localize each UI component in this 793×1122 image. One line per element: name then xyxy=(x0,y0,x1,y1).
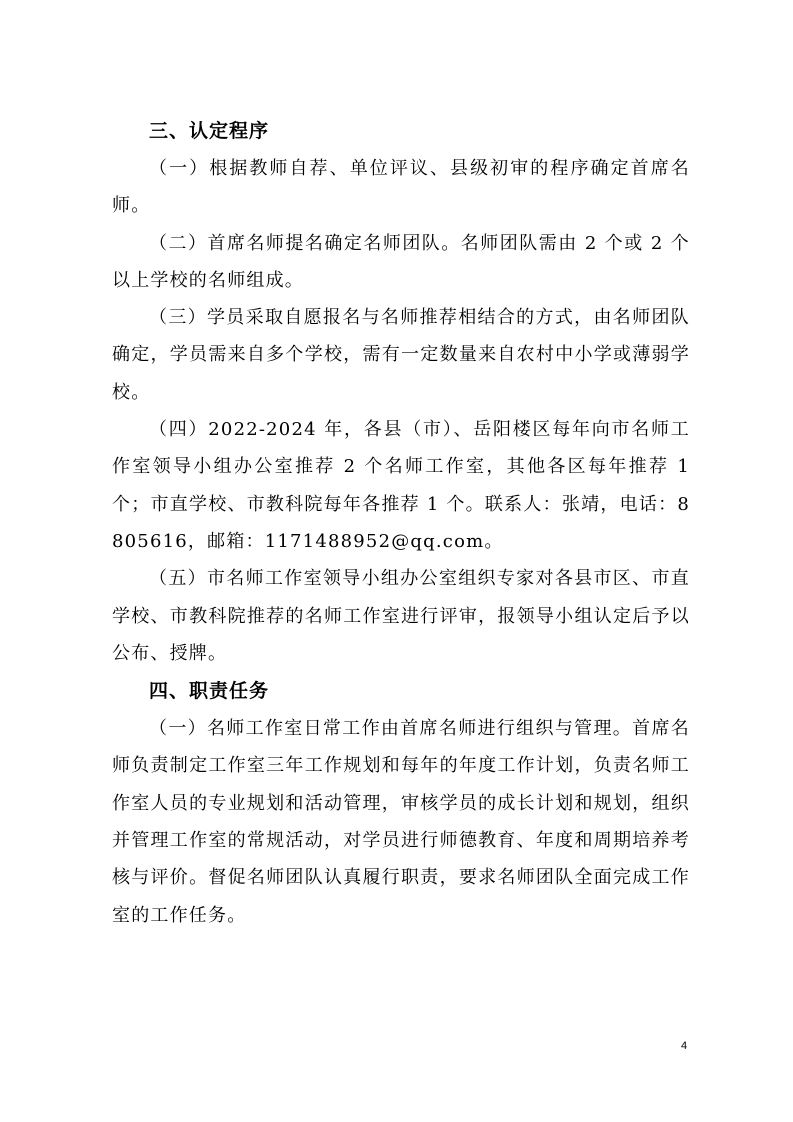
paragraph: （四）2022-2024 年，各县（市）、岳阳楼区每年向市名师工作室领导小组办公室推荐 2 个名师工作室，其他各区每年推荐 1 个；市直学校、市教科院每年各推荐 1 个。联系人：张靖，电话：8805616，邮箱：1171488952@qq.com。 xyxy=(112,419,690,552)
paragraph: （一）名师工作室日常工作由首席名师进行组织与管理。首席名师负责制定工作室三年工作规划和每年的年度工作计划，负责名师工作室人员的专业规划和活动管理，审核学员的成长计划和规划，组织并管理工作室的常规活动，对学员进行师德教育、年度和周期培养考核与评价。督促名师团队认真履行职责，要求名师团队全面完成工作室的工作任务。 xyxy=(112,718,690,926)
paragraph: （二）首席名师提名确定名师团队。名师团队需由 2 个或 2 个以上学校的名师组成。 xyxy=(112,232,690,291)
paragraph: （五）市名师工作室领导小组办公室组织专家对各县市区、市直学校、市教科院推荐的名师工作室进行评审，报领导小组认定后予以公布、授牌。 xyxy=(112,568,690,664)
section-heading-duties: 四、职责任务 xyxy=(149,680,270,703)
paragraph: （一）根据教师自荐、单位评议、县级初审的程序确定首席名师。 xyxy=(112,158,690,217)
paragraph: （三）学员采取自愿报名与名师推荐相结合的方式，由名师团队确定，学员需来自多个学校，需有一定数量来自农村中小学或薄弱学校。 xyxy=(112,307,690,403)
section-heading-procedure: 三、认定程序 xyxy=(149,120,270,142)
document-body xyxy=(112,112,690,934)
page-number: 4 xyxy=(681,1040,688,1052)
